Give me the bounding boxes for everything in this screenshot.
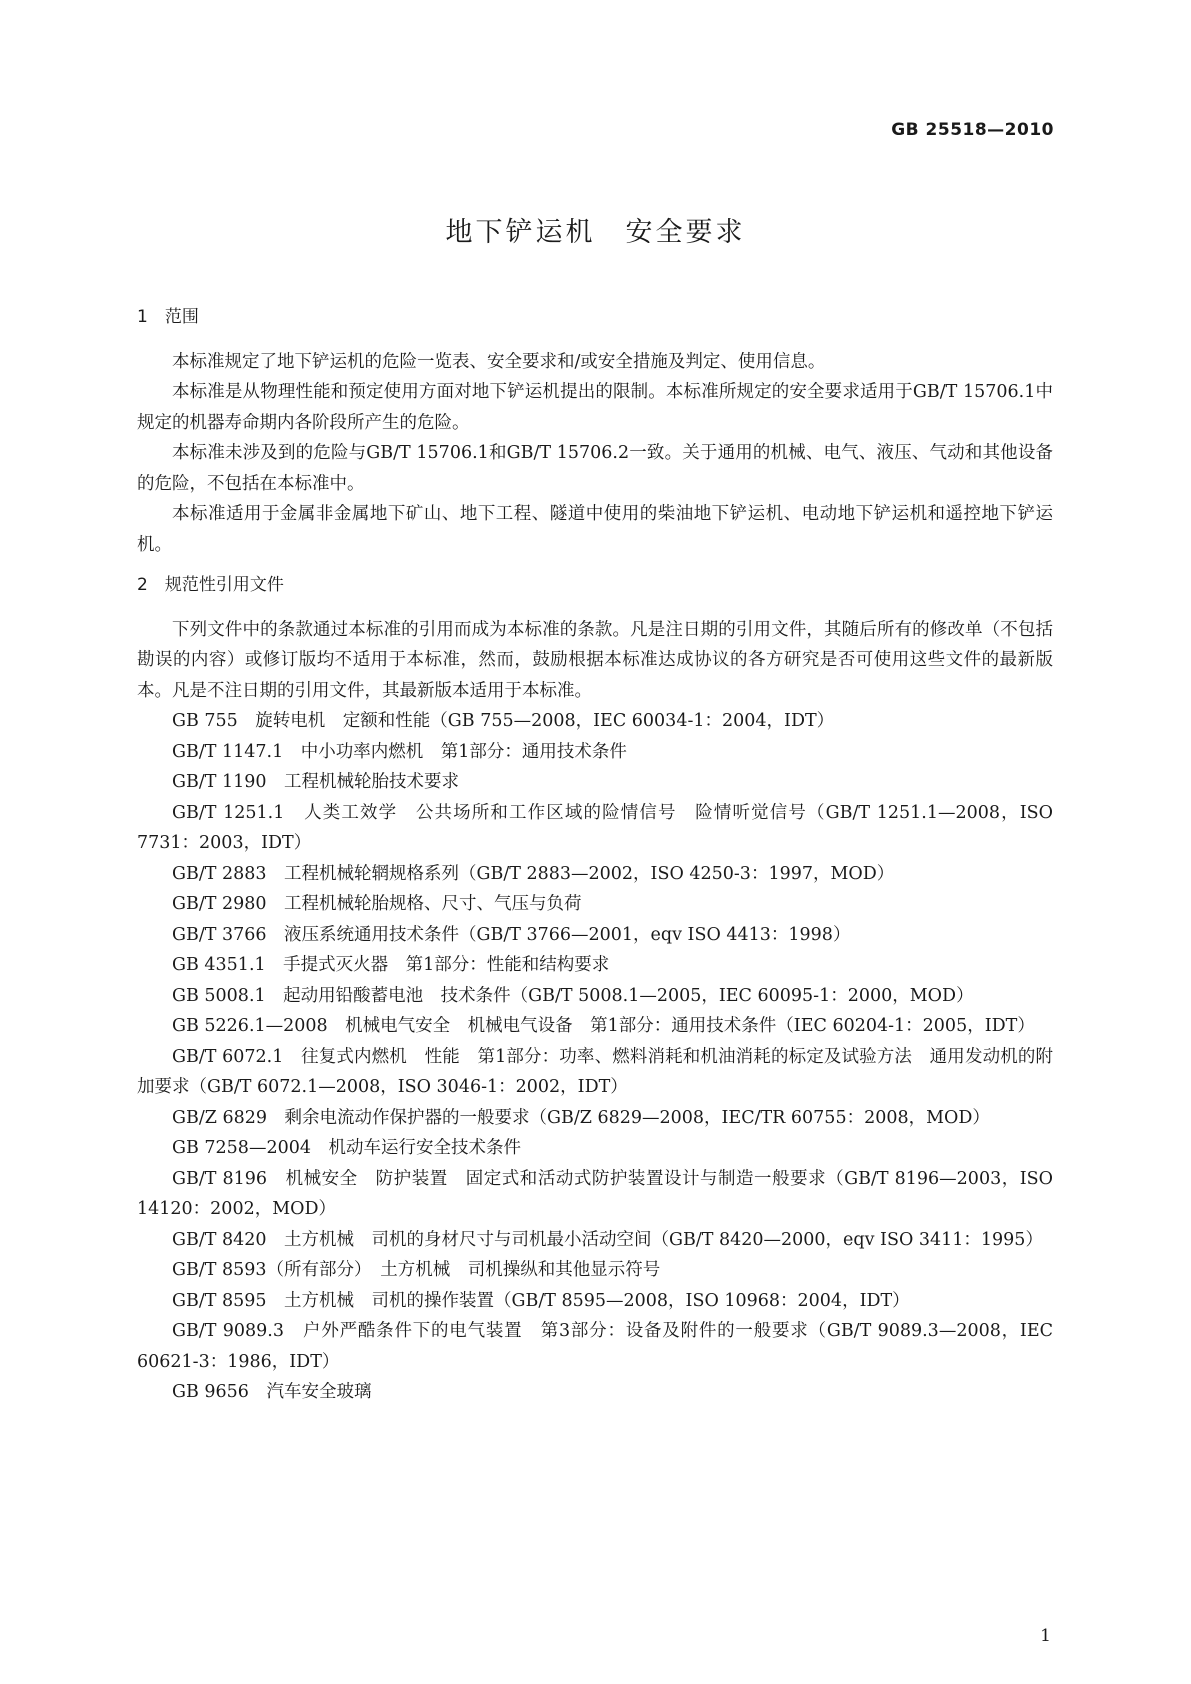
section-heading-scope: 1 范围 [137,307,199,327]
reference-item: GB/T 8595 土方机械 司机的操作装置（GB/T 8595—2008，ISO 10968：2004，IDT） [172,1290,910,1311]
section-heading-normative-references: 2 规范性引用文件 [137,575,284,595]
standard-number: GB 25518—2010 [891,120,1054,140]
reference-item: GB/T 1190 工程机械轮胎技术要求 [172,772,460,792]
reference-item: GB/T 6072.1 往复式内燃机 性能 第1部分：功率、燃料消耗和机油消耗的标定及试验方法 通用发动机的附加要求（GB/T 6072.1—2008，ISO 3046-1：2002，IDT） [137,1046,1053,1097]
reference-item: GB/T 1251.1 人类工效学 公共场所和工作区域的险情信号 险情听觉信号（GB/T 1251.1—2008，ISO 7731：2003，IDT） [137,802,1053,853]
reference-item: GB 755 旋转电机 定额和性能（GB 755—2008，IEC 60034-1：2004，IDT） [172,711,835,731]
reference-item: GB 5226.1—2008 机械电气安全 机械电气设备 第1部分：通用技术条件（IEC 60204-1：2005，IDT） [172,1016,1035,1036]
page-number: 1 [1040,1626,1051,1646]
document-body [137,302,1053,1408]
document-title: 地下铲运机 安全要求 [445,217,746,248]
scope-paragraph: 本标准是从物理性能和预定使用方面对地下铲运机提出的限制。本标准所规定的安全要求适用于GB/T 15706.1中规定的机器寿命期内各阶段所产生的危险。 [137,382,1053,433]
reference-item: GB/Z 6829 剩余电流动作保护器的一般要求（GB/Z 6829—2008，IEC/TR 60755：2008，MOD） [172,1107,990,1128]
reference-item: GB/T 3766 液压系统通用技术条件（GB/T 3766—2001，eqv ISO 4413：1998） [172,924,851,945]
references-intro: 下列文件中的条款通过本标准的引用而成为本标准的条款。凡是注日期的引用文件，其随后所有的修改单（不包括勘误的内容）或修订版均不适用于本标准，然而，鼓励根据本标准达成协议的各方研究是否可使用这些文件的最新版本。凡是不注日期的引用文件，其最新版本适用于本标准。 [137,619,1053,701]
reference-item: GB 4351.1 手提式灭火器 第1部分：性能和结构要求 [172,955,610,975]
reference-item: GB 5008.1 起动用铅酸蓄电池 技术条件（GB/T 5008.1—2005，IEC 60095-1：2000，MOD） [172,985,974,1006]
reference-item: GB/T 8593（所有部分） 土方机械 司机操纵和其他显示符号 [172,1260,661,1280]
reference-item: GB 7258—2004 机动车运行安全技术条件 [172,1138,521,1158]
scope-paragraph: 本标准规定了地下铲运机的危险一览表、安全要求和/或安全措施及判定、使用信息。 [172,351,826,372]
reference-item: GB 9656 汽车安全玻璃 [172,1382,372,1402]
reference-item: GB/T 8196 机械安全 防护装置 固定式和活动式防护装置设计与制造一般要求（GB/T 8196—2003，ISO 14120：2002，MOD） [137,1168,1053,1219]
scope-paragraph: 本标准适用于金属非金属地下矿山、地下工程、隧道中使用的柴油地下铲运机、电动地下铲运机和遥控地下铲运机。 [137,504,1053,555]
reference-item: GB/T 2980 工程机械轮胎规格、尺寸、气压与负荷 [172,894,582,914]
scope-paragraph: 本标准未涉及到的危险与GB/T 15706.1和GB/T 15706.2一致。关于通用的机械、电气、液压、气动和其他设备的危险，不包括在本标准中。 [137,443,1053,494]
reference-item: GB/T 8420 土方机械 司机的身材尺寸与司机最小活动空间（GB/T 8420—2000，eqv ISO 3411：1995） [172,1229,1043,1250]
reference-item: GB/T 2883 工程机械轮辋规格系列（GB/T 2883—2002，ISO 4250-3：1997，MOD） [172,863,895,884]
reference-item: GB/T 1147.1 中小功率内燃机 第1部分：通用技术条件 [172,741,627,762]
reference-item: GB/T 9089.3 户外严酷条件下的电气装置 第3部分：设备及附件的一般要求（GB/T 9089.3—2008，IEC 60621-3：1986，IDT） [137,1321,1053,1372]
